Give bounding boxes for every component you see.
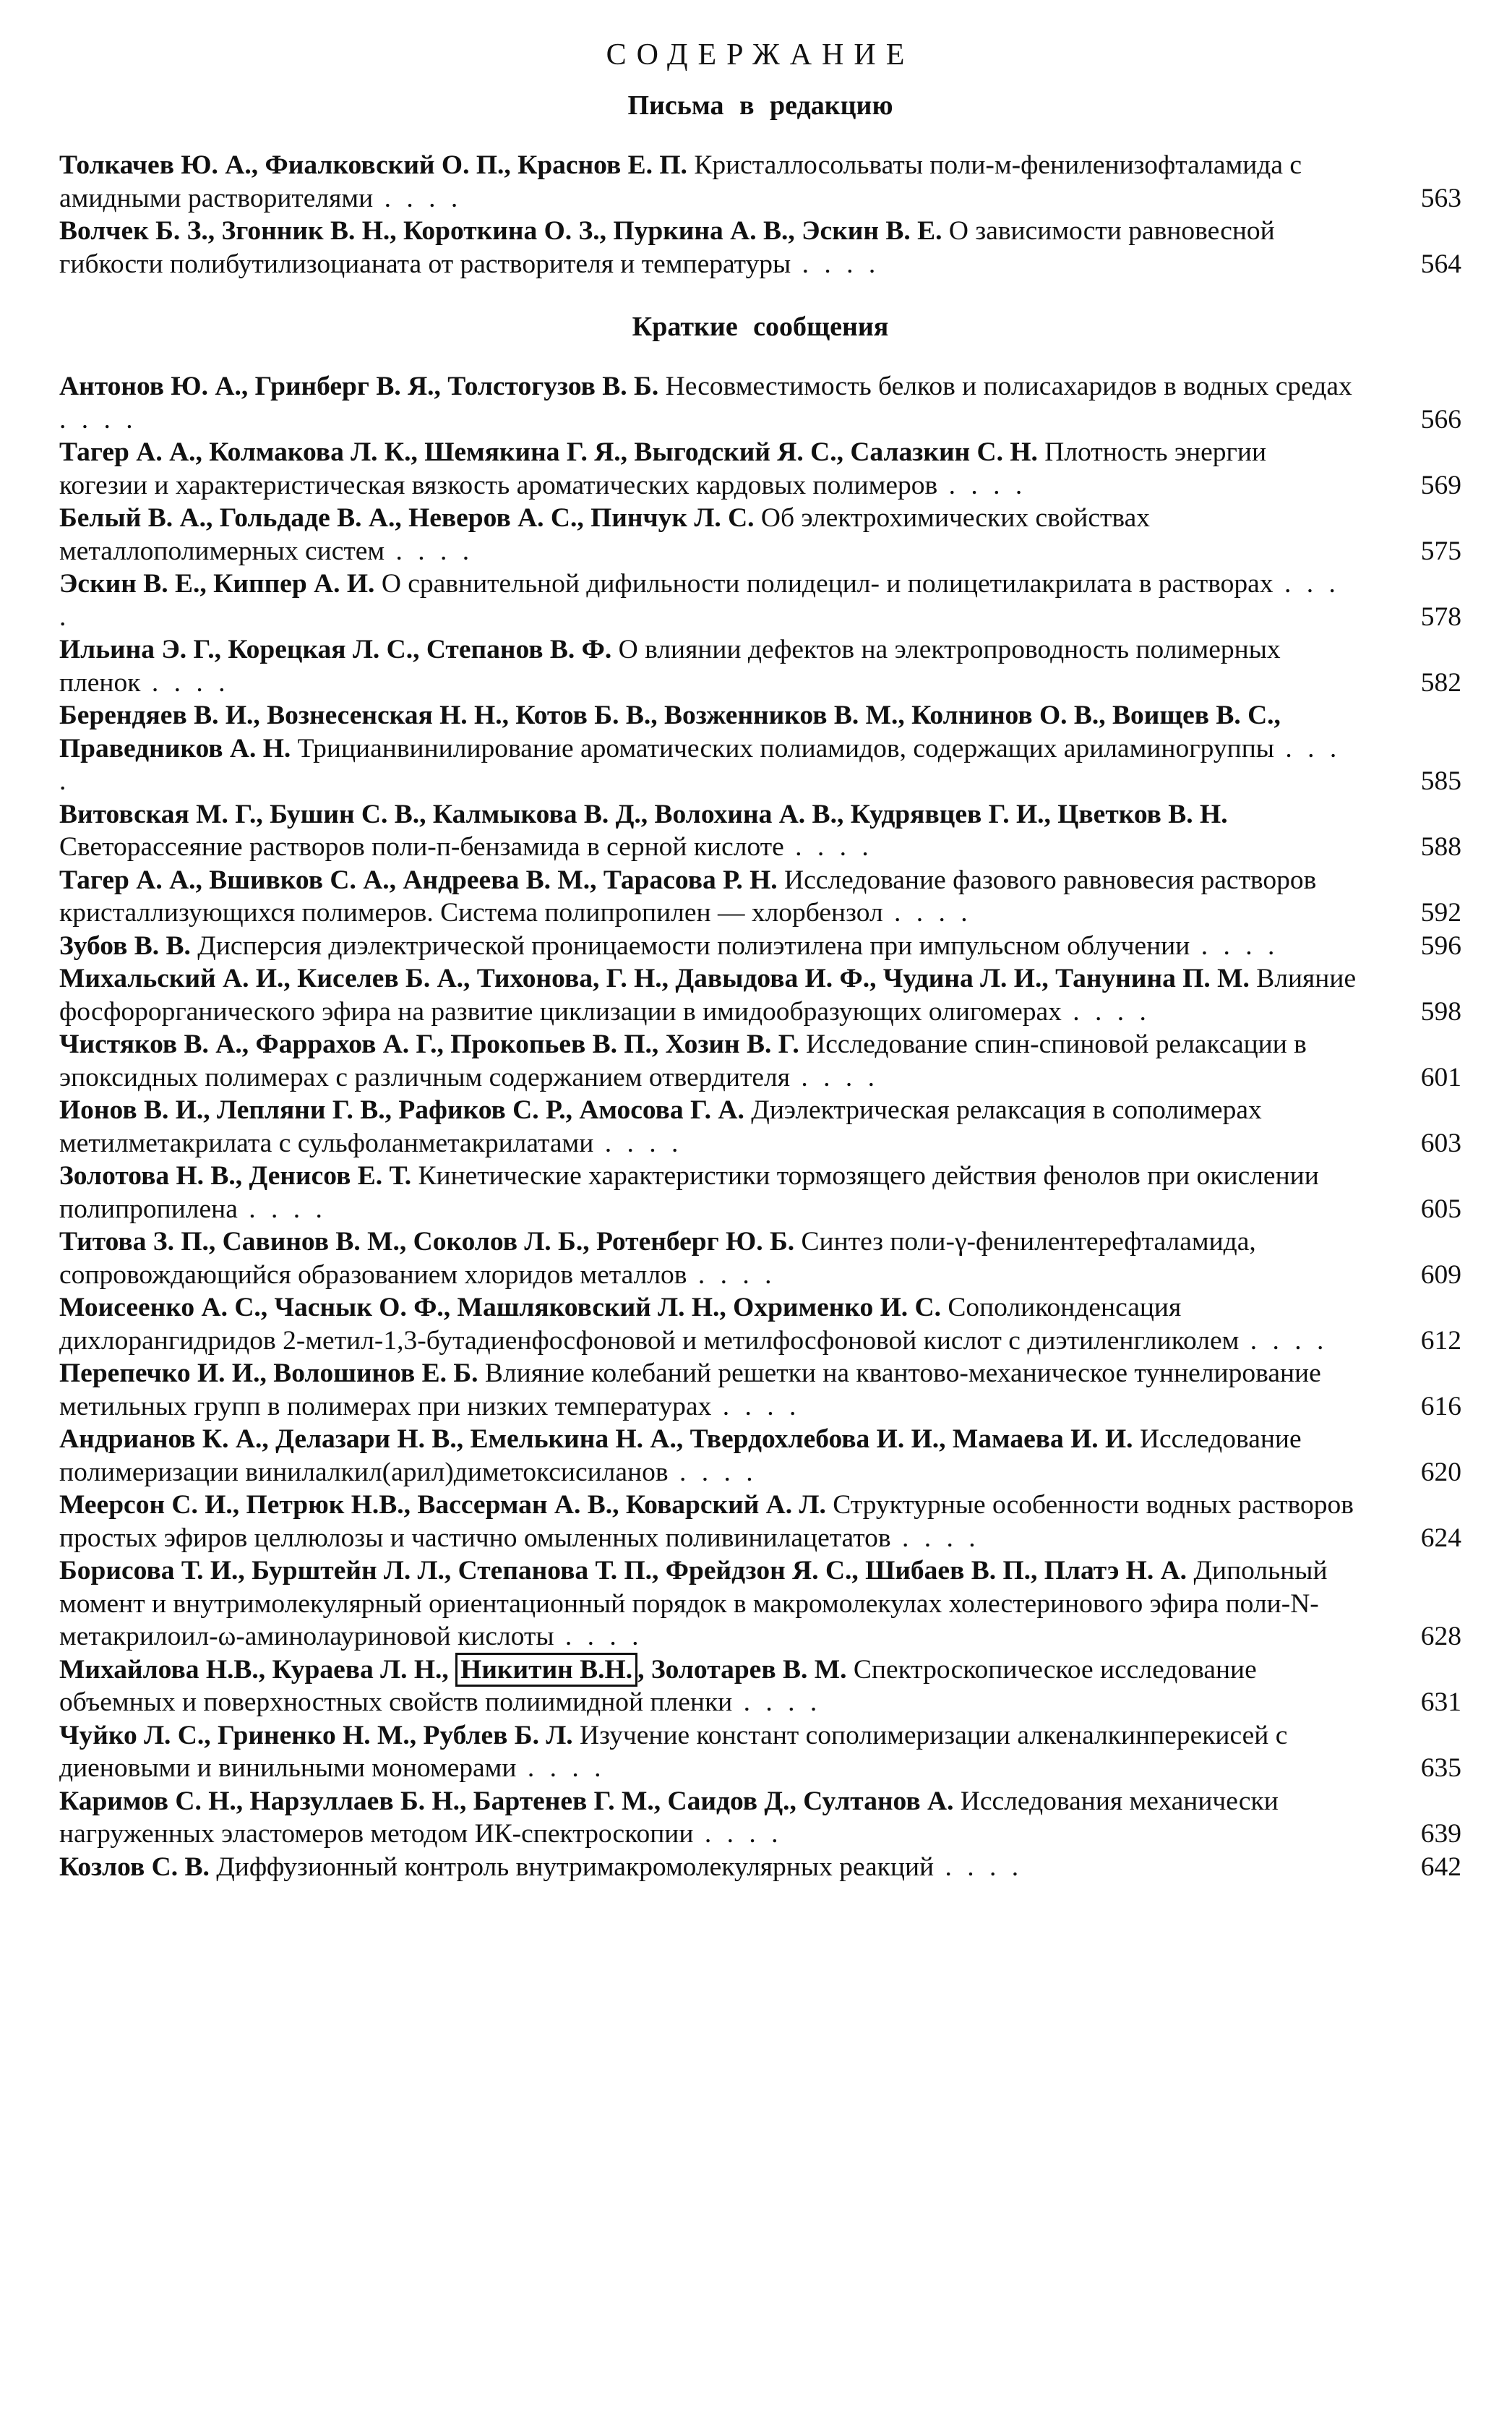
- entry-authors: Берендяев В. И., Вознесенская Н. Н., Котов Б. В., Возженников В. М., Колнинов О. В., Воищев В. С., Праведников А. Н.: [59, 701, 1281, 763]
- leader-dots: . . . .: [554, 1622, 643, 1651]
- entry-page-number: 569: [1420, 470, 1461, 500]
- entry-page-number: 642: [1420, 1852, 1461, 1882]
- entry-title: Кристаллосольваты поли-м-фениленизофталамида с амидными растворителями: [59, 150, 1302, 213]
- toc-entry: [59, 1653, 1461, 1719]
- entry-authors: Толкачев Ю. А., Фиалковский О. П., Краснов Е. П.: [59, 150, 687, 180]
- leader-dots: . . . .: [1239, 1325, 1328, 1356]
- entry-page-number: 628: [1420, 1622, 1461, 1651]
- entry-page-number: 631: [1420, 1687, 1461, 1717]
- entry-authors: Волчек Б. З., Згонник В. Н., Короткина О. З., Пуркина А. В., Эскин В. Е.: [59, 216, 942, 246]
- entry-page-number: 566: [1420, 404, 1461, 435]
- toc-entry: [59, 1489, 1461, 1554]
- entry-authors: Михальский А. И., Киселев Б. А., Тихонова, Г. Н., Давыдова И. Ф., Чудина Л. И., Танунина П. М.: [59, 964, 1250, 993]
- leader-dots: . . . .: [59, 733, 1341, 796]
- entry-page-number: 585: [1420, 766, 1461, 796]
- boxed-author: Никитин В.Н.: [455, 1653, 637, 1687]
- leader-dots: . . . .: [711, 1391, 801, 1421]
- leader-dots: . . . .: [1190, 930, 1279, 961]
- entry-page-number: 635: [1420, 1753, 1461, 1783]
- leader-dots: . . . .: [373, 183, 463, 213]
- entry-title: Плотность энергии когезии и характеристическая вязкость ароматических кардовых полимеров: [59, 437, 1267, 500]
- entry-title: Трицианвинилирование ароматических полиамидов, содержащих ариламиногруппы: [297, 733, 1274, 763]
- leader-dots: . . . .: [937, 470, 1027, 500]
- entry-page-number: 639: [1420, 1819, 1461, 1849]
- entry-authors: Ильина Э. Г., Корецкая Л. С., Степанов В. Ф.: [59, 635, 612, 664]
- entry-authors: Белый В. А., Гольдаде В. А., Неверов А. С., Пинчук Л. С.: [59, 503, 755, 533]
- entry-page-number: 582: [1420, 667, 1461, 698]
- leader-dots: . . . .: [140, 667, 230, 698]
- contents-page: [59, 38, 1461, 1883]
- entry-title: Структурные особенности водных растворов простых эфиров целлюлозы и частично омыленных поливинилацетатов: [59, 1490, 1354, 1553]
- entry-page-number: 588: [1420, 832, 1461, 862]
- section-heading: Краткие сообщения: [632, 312, 889, 342]
- toc-entry: [59, 1785, 1461, 1851]
- leader-dots: . . . .: [668, 1457, 757, 1487]
- leader-dots: . . . .: [59, 404, 137, 435]
- toc-entry: [59, 962, 1461, 1028]
- entry-title: Исследование фазового равновесия растворов кристаллизующихся полимеров. Система полипропилен — хлорбензол: [59, 865, 1317, 928]
- toc-entry: [59, 1094, 1461, 1160]
- entry-page-number: 596: [1420, 930, 1461, 961]
- entry-title: Влияние колебаний решетки на квантово-механическое туннелирование метильных групп в полимерах при низких температурах: [59, 1358, 1321, 1421]
- entry-page-number: 598: [1420, 996, 1461, 1027]
- section-heading: Письма в редакцию: [627, 90, 893, 121]
- entry-authors: Меерсон С. И., Петрюк Н.В., Вассерман А. В., Коварский А. Л.: [59, 1490, 826, 1520]
- entry-title: Сополиконденсация дихлорангидридов 2-метил-1,3-бутадиенфосфоновой и метилфосфоновой кислот с диэтиленгликолем: [59, 1293, 1240, 1356]
- entry-title: О влиянии дефектов на электропроводность полимерных пленок: [59, 635, 1281, 698]
- entry-page-number: 564: [1420, 249, 1461, 279]
- entry-title: Дипольный момент и внутримолекулярный ориентационный порядок в макромолекулах холестеринового эфира поли-N-метакрилоил-ω-аминолауриновой кислоты: [59, 1556, 1328, 1651]
- toc-entry: [59, 1423, 1461, 1489]
- toc-entry: [59, 1160, 1461, 1225]
- toc-entry: [59, 1554, 1461, 1653]
- toc-entry: [59, 798, 1461, 864]
- leader-dots: . . . .: [732, 1687, 822, 1717]
- toc-entry: [59, 864, 1461, 930]
- toc-entry: [59, 930, 1461, 963]
- toc-entry: [59, 149, 1461, 215]
- entry-title: Светорассеяние растворов поли-п-бензамида в серной кислоте: [59, 832, 784, 862]
- entry-authors: Моисеенко А. С., Часнык О. Ф., Машляковский Л. Н., Охрименко И. С.: [59, 1293, 941, 1322]
- toc-entry: [59, 699, 1461, 798]
- leader-dots: . . . .: [791, 249, 880, 279]
- entry-authors: Зубов В. В.: [59, 930, 191, 961]
- leader-dots: . . . .: [237, 1194, 327, 1224]
- entry-authors-continued: , Золотарев В. М.: [637, 1654, 847, 1685]
- entry-authors: Перепечко И. И., Волошинов Е. Б.: [59, 1358, 478, 1388]
- leader-dots: . . . .: [890, 1523, 980, 1553]
- toc-entry: [59, 1291, 1461, 1357]
- entry-page-number: 605: [1420, 1194, 1461, 1224]
- entry-page-number: 578: [1420, 602, 1461, 632]
- toc-entry: [59, 1851, 1461, 1884]
- leader-dots: . . . .: [593, 1128, 683, 1158]
- leader-dots: . . . .: [693, 1819, 783, 1849]
- entry-title: О зависимости равновесной гибкости полибутилизоцианата от растворителя и температуры: [59, 216, 1275, 279]
- entry-authors: Титова З. П., Савинов В. М., Соколов Л. Б., Ротенберг Ю. Б.: [59, 1227, 795, 1257]
- entry-title: О сравнительной дифильности полидецил- и полицетилакрилата в растворах: [381, 569, 1273, 599]
- entry-title: Изучение констант сополимеризации алкеналкинперекисей с диеновыми и винильными мономерами: [59, 1720, 1288, 1783]
- leader-dots: . . . .: [934, 1852, 1023, 1882]
- toc-entry: [59, 1357, 1461, 1423]
- entry-title: Исследование спин-спиновой релаксации в эпоксидных полимерах с различным содержанием отвердителя: [59, 1030, 1307, 1092]
- toc-entry: [59, 502, 1461, 568]
- entry-authors: Козлов С. В.: [59, 1852, 210, 1882]
- entry-authors: Андрианов К. А., Делазари Н. В., Емелькина Н. А., Твердохлебова И. И., Мамаева И. И.: [59, 1424, 1133, 1454]
- toc-entry: [59, 1719, 1461, 1785]
- entry-title: Синтез поли-γ-фенилентерефталамида, сопровождающийся образованием хлоридов металлов: [59, 1227, 1256, 1290]
- entry-authors: Каримов С. Н., Нарзуллаев Б. Н., Бартенев Г. М., Саидов Д., Султанов А.: [59, 1786, 954, 1816]
- entry-page-number: 563: [1420, 183, 1461, 213]
- page-title: СОДЕРЖАНИЕ: [606, 38, 915, 72]
- entry-title: Диэлектрическая релаксация в сополимерах метилметакрилата с сульфоланметакрилатами: [59, 1095, 1262, 1158]
- entry-title: Исследование полимеризации винилалкил(арил)диметоксисиланов: [59, 1424, 1302, 1487]
- leader-dots: . . . .: [59, 569, 1340, 632]
- entry-page-number: 609: [1420, 1259, 1461, 1290]
- toc-entry: [59, 568, 1461, 633]
- toc-entry: [59, 436, 1461, 502]
- entry-page-number: 624: [1420, 1523, 1461, 1553]
- entry-authors: Борисова Т. И., Бурштейн Л. Л., Степанова Т. П., Фрейдзон Я. С., Шибаев В. П., Платэ Н. А.: [59, 1556, 1187, 1585]
- entry-title: Дисперсия диэлектрической проницаемости полиэтилена при импульсном облучении: [197, 930, 1190, 961]
- table-of-contents: [59, 90, 1461, 1883]
- entry-authors: Ионов В. И., Лепляни Г. В., Рафиков С. Р., Амосова Г. А.: [59, 1095, 744, 1125]
- entry-page-number: 592: [1420, 898, 1461, 928]
- leader-dots: . . . .: [687, 1259, 776, 1290]
- leader-dots: . . . .: [882, 898, 972, 928]
- entry-title: Влияние фосфорорганического эфира на развитие циклизации в имидообразующих олигомерах: [59, 964, 1357, 1027]
- entry-authors: Тагер А. А., Колмакова Л. К., Шемякина Г. Я., Выгодский Я. С., Салазкин С. Н.: [59, 437, 1038, 467]
- leader-dots: . . . .: [790, 1062, 880, 1092]
- leader-dots: . . . .: [516, 1753, 606, 1783]
- entry-authors: Золотова Н. В., Денисов Е. Т.: [59, 1161, 412, 1191]
- entry-page-number: 620: [1420, 1457, 1461, 1487]
- entry-page-number: 616: [1420, 1391, 1461, 1421]
- entry-authors: Антонов Ю. А., Гринберг В. Я., Толстогузов В. Б.: [59, 372, 659, 401]
- toc-entry: [59, 370, 1461, 436]
- toc-entry: [59, 215, 1461, 281]
- entry-page-number: 601: [1420, 1062, 1461, 1092]
- toc-entry: [59, 1225, 1461, 1291]
- entry-authors: Михайлова Н.В., Кураева Л. Н.,: [59, 1654, 449, 1685]
- entry-title: Спектроскопическое исследование объемных и поверхностных свойств полиимидной пленки: [59, 1654, 1257, 1717]
- leader-dots: . . . .: [1061, 996, 1151, 1027]
- entry-title: Диффузионный контроль внутримакромолекулярных реакций: [216, 1852, 935, 1882]
- entry-authors: Чистяков В. А., Фаррахов А. Г., Прокопьев В. П., Хозин В. Г.: [59, 1030, 799, 1059]
- entry-page-number: 612: [1420, 1325, 1461, 1356]
- leader-dots: . . . .: [385, 536, 474, 566]
- entry-authors: Чуйко Л. С., Гриненко Н. М., Рублев Б. Л.: [59, 1720, 573, 1750]
- entry-title: Несовместимость белков и полисахаридов в водных средах: [665, 372, 1352, 401]
- entry-page-number: 575: [1420, 536, 1461, 566]
- toc-entry: [59, 633, 1461, 699]
- leader-dots: . . . .: [783, 832, 873, 862]
- toc-entry: [59, 1028, 1461, 1094]
- entry-title: Исследования механически нагруженных эластомеров методом ИК-спектроскопии: [59, 1786, 1279, 1849]
- entry-title: Об электрохимических свойствах металлополимерных систем: [59, 503, 1151, 566]
- entry-authors: Тагер А. А., Вшивков С. А., Андреева В. М., Тарасова Р. Н.: [59, 865, 778, 895]
- entry-title: Кинетические характеристики тормозящего действия фенолов при окислении полипропилена: [59, 1161, 1319, 1224]
- entry-authors: Витовская М. Г., Бушин С. В., Калмыкова В. Д., Волохина А. В., Кудрявцев Г. И., Цветков В. Н.: [59, 799, 1228, 829]
- entry-authors: Эскин В. Е., Киппер А. И.: [59, 569, 375, 599]
- entry-page-number: 603: [1420, 1128, 1461, 1158]
